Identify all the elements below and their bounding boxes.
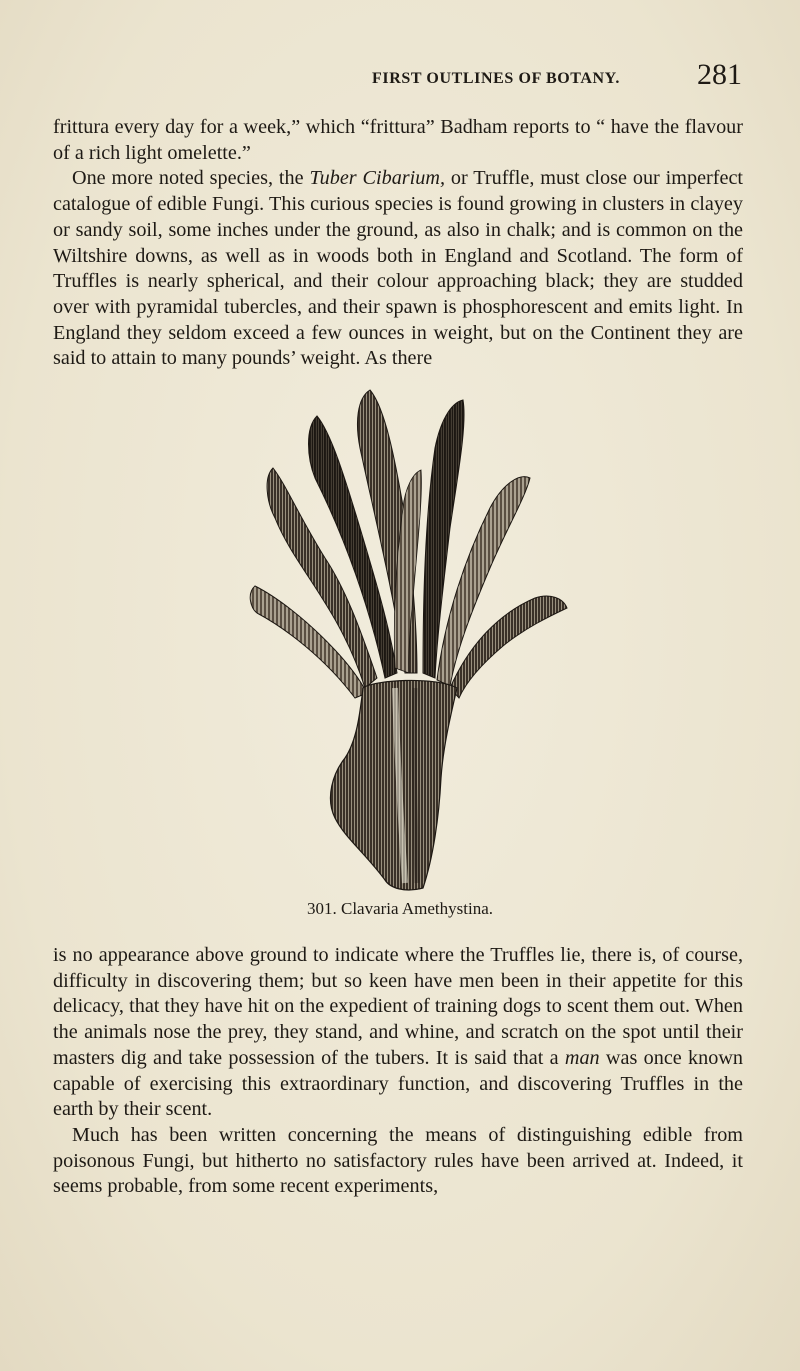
paragraph <box>53 115 743 166</box>
text-run: is no appearance above ground to indicate where the Truffles lie, there is, of course, difficulty in discovering them; but so keen have men been in their appetite for this delicacy, that they have hit on the expedient of training dogs to scent them out. When the animals nose the prey, they stand, and whine, and scratch on the spot until their masters dig and take possession of the tubers. It is said that a <box>53 944 743 1069</box>
running-head: FIRST OUTLINES OF BOTANY. <box>372 70 620 87</box>
text-run: frittura every day for a week,” which “frittura” Badham reports to “ have the flavour of a rich light omelette.” <box>53 116 743 164</box>
text-run-italic: Tuber Cibarium, <box>309 167 445 190</box>
text-block-bottom <box>53 943 743 1200</box>
text-run: or Truffle, must close our imperfect catalogue of edible Fungi. This curious species is found growing in clusters in clayey or sandy soil, some inches under the ground, as also in chalk; and is common on the Wiltshire downs, as well as in woods both in England and Scotland. The form of Truffles is nearly spherical, and their colour approaching black; they are studded over with pyramidal tubercles, and their spawn is phosphorescent and emits light. In England they seldom exceed a few ounces in weight, but on the Continent they are said to attain to many pounds’ weight. As there <box>53 167 744 370</box>
text-run: One more noted species, the <box>72 167 310 190</box>
page-number: 281 <box>697 58 742 91</box>
fungus-branches <box>250 390 567 698</box>
text-run: was once known capable of exercising this extraordinary function, and discovering Truffles in the earth by their scent. <box>53 1046 743 1121</box>
paragraph <box>53 943 743 1123</box>
clavaria-illustration <box>245 388 575 893</box>
text-run: Much has been written concerning the means of distinguishing edible from poisonous Fungi, but hitherto no satisfactory rules have been arrived at. Indeed, it seems probable, from some recent experiments, <box>53 1123 743 1198</box>
page-header <box>0 58 800 98</box>
text-block-top <box>53 115 743 372</box>
text-run-italic: man <box>564 1046 600 1069</box>
paragraph <box>53 166 743 372</box>
figure-caption: 301. Clavaria Amethystina. <box>306 899 494 918</box>
paragraph <box>53 1123 743 1200</box>
